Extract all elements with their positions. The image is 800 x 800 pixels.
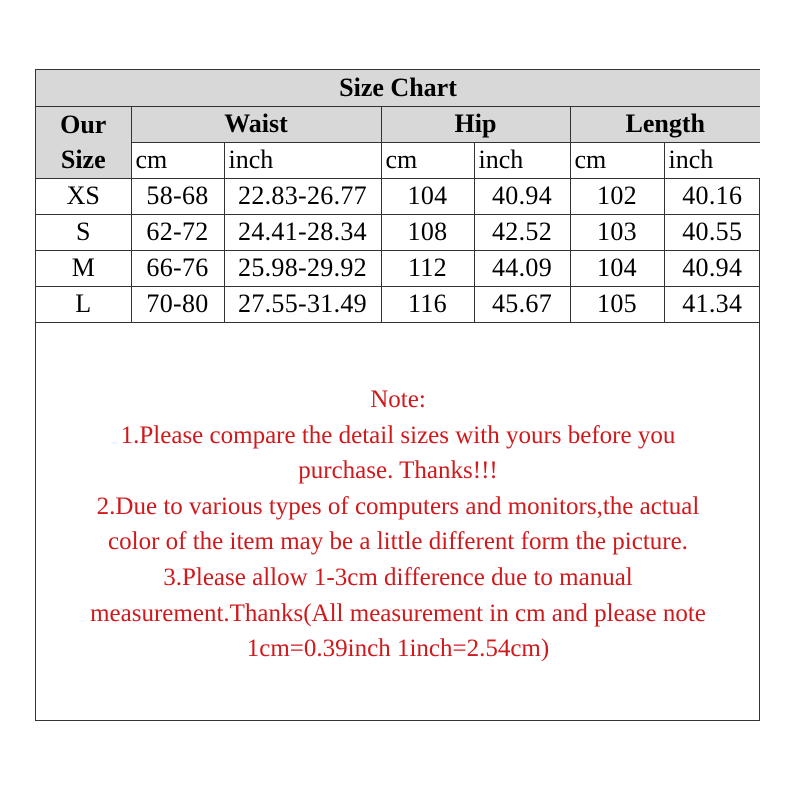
note-line: color of the item may be a little different form the picture. [108,528,688,556]
hip-cm-value: 108 [381,214,474,250]
length-cm-unit: cm [570,142,664,178]
our-size-label-line2: Size [60,145,106,174]
length-inch-value: 40.16 [664,178,760,214]
hip-cm-value: 104 [381,178,474,214]
length-cm-value: 105 [570,286,664,322]
length-cm-value: 104 [570,250,664,286]
length-inch-value: 40.55 [664,214,760,250]
hip-inch-value: 40.94 [474,178,570,214]
length-cm-value: 103 [570,214,664,250]
chart-title: Size Chart [36,70,760,106]
note-line: purchase. Thanks!!! [298,457,498,485]
hip-cm-value: 116 [381,286,474,322]
length-inch-value: 41.34 [664,286,760,322]
hip-inch-unit: inch [474,142,570,178]
waist-inch-value: 24.41-28.34 [224,214,381,250]
waist-cm-value: 62-72 [131,214,224,250]
waist-cm-unit: cm [131,142,224,178]
length-cm-value: 102 [570,178,664,214]
note-line: 1cm=0.39inch 1inch=2.54cm) [246,635,550,663]
waist-cm-value: 58-68 [131,178,224,214]
waist-header: Waist [131,106,381,142]
hip-inch-value: 44.09 [474,250,570,286]
our-size-label-line1: Our [60,109,107,139]
note-heading: Note: [370,386,426,413]
note-line: 3.Please allow 1-3cm difference due to manual [163,563,633,591]
note-block [36,382,760,667]
waist-inch-value: 25.98-29.92 [224,250,381,286]
waist-cm-value: 66-76 [131,250,224,286]
title-row [36,70,760,106]
size-chart-sheet [35,69,760,721]
hip-inch-value: 45.67 [474,286,570,322]
waist-inch-value: 22.83-26.77 [224,178,381,214]
waist-inch-value: 27.55-31.49 [224,286,381,322]
table-row [36,286,760,322]
size-label: L [36,286,131,322]
header-row [36,106,760,142]
size-label: XS [36,178,131,214]
table-row [36,250,760,286]
hip-cm-value: 112 [381,250,474,286]
size-label: M [36,250,131,286]
length-inch-value: 40.94 [664,250,760,286]
unit-row [36,142,760,178]
length-header: Length [570,106,760,142]
hip-inch-value: 42.52 [474,214,570,250]
note-line: measurement.Thanks(All measurement in cm and please note [90,599,706,627]
size-chart-table [36,70,760,323]
length-inch-unit: inch [664,142,760,178]
hip-cm-unit: cm [381,142,474,178]
waist-cm-value: 70-80 [131,286,224,322]
note-line: 2.Due to various types of computers and monitors,the actual [96,492,700,520]
our-size-header [36,106,131,178]
table-row [36,214,760,250]
note-line: 1.Please compare the detail sizes with yours before you [120,421,676,449]
waist-inch-unit: inch [224,142,381,178]
hip-header: Hip [381,106,570,142]
table-row [36,178,760,214]
size-label: S [36,214,131,250]
